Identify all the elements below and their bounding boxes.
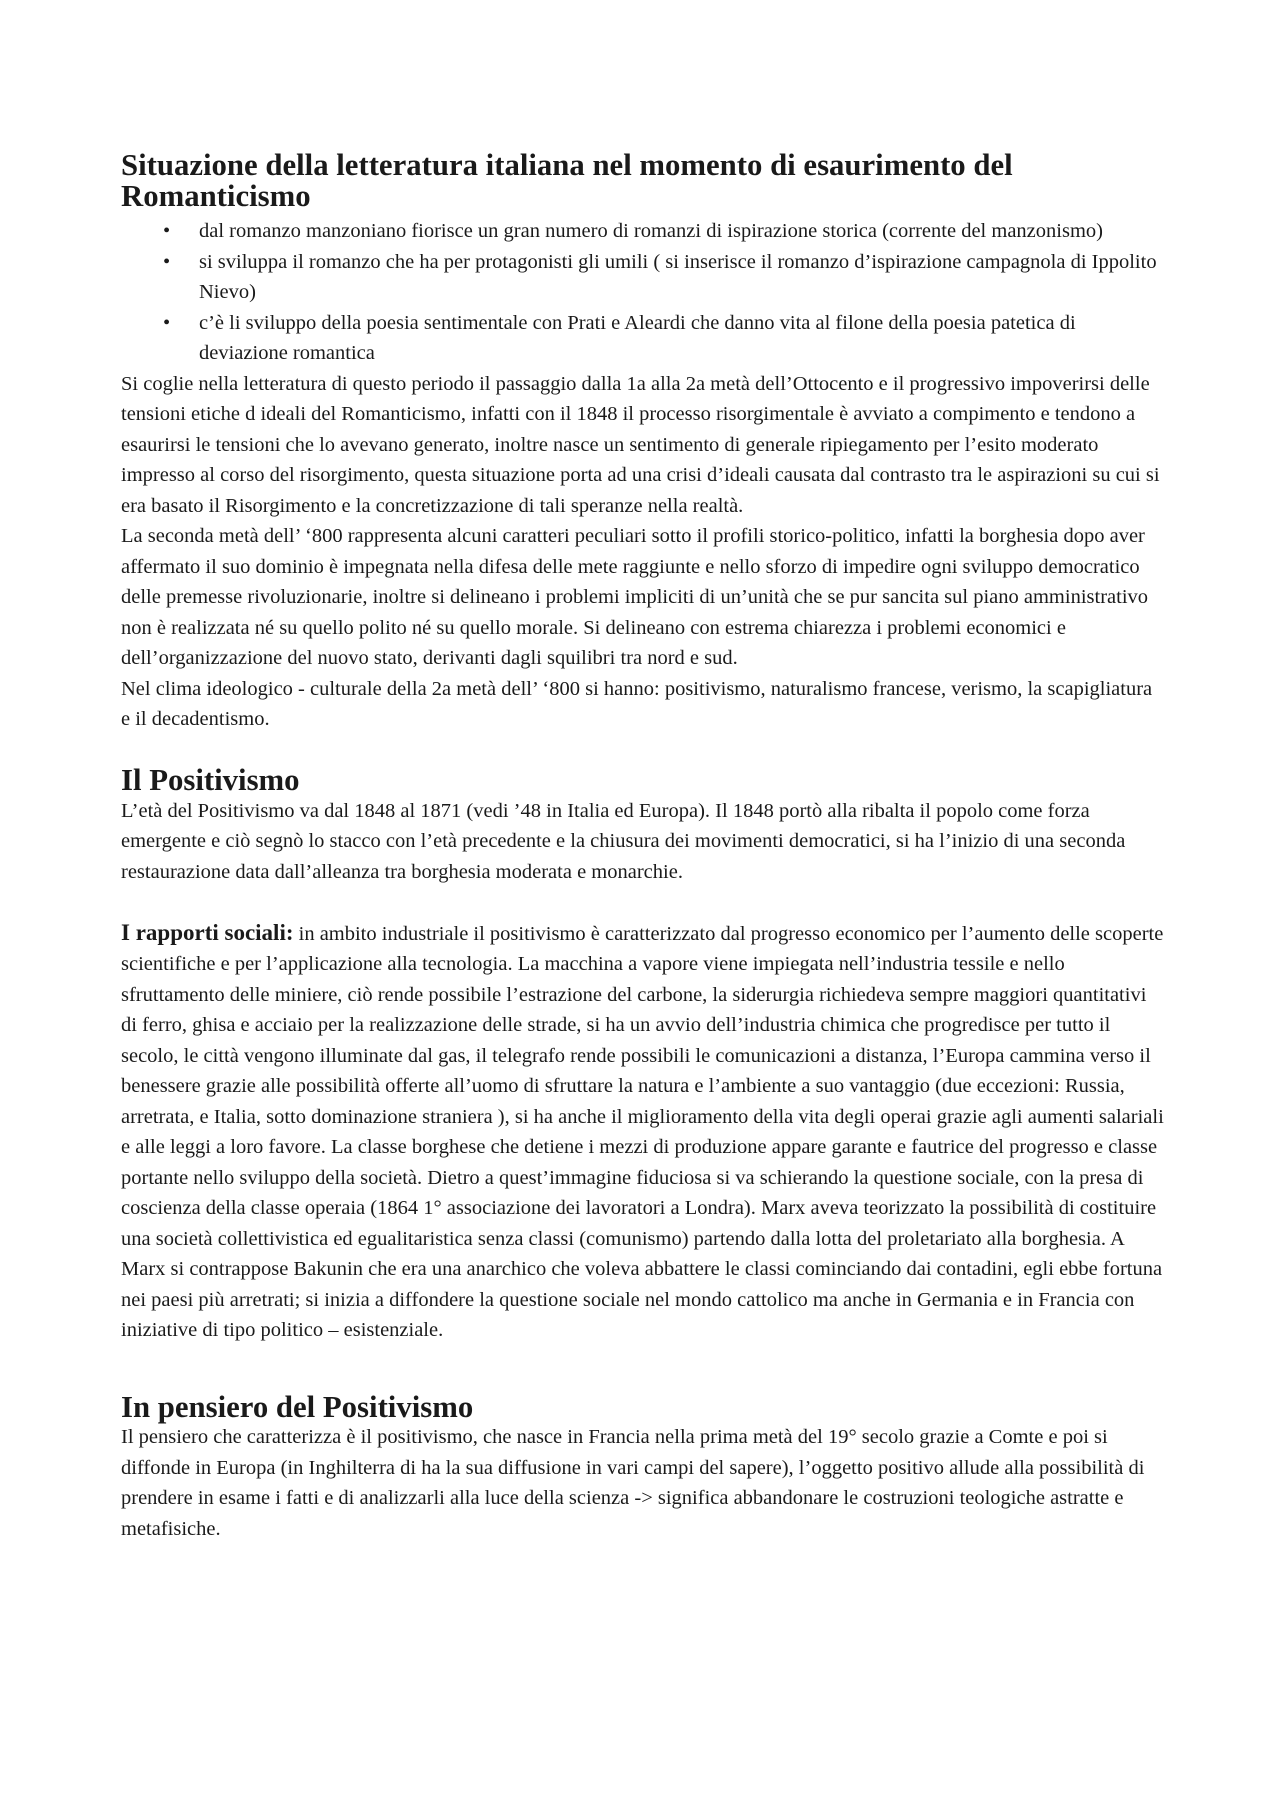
section-title-pensiero: In pensiero del Positivismo bbox=[121, 1389, 474, 1424]
bullet-list bbox=[121, 216, 1166, 369]
spacer bbox=[121, 1346, 1166, 1392]
list-item bbox=[121, 216, 1166, 247]
spacer bbox=[121, 735, 1166, 766]
paragraph: Il pensiero che caratterizza è il positivismo, che nasce in Francia nella prima metà del 19° secolo grazie a Comte e poi si diffonde in Europa (in Inghilterra di ha la sua diffusione in vari campi del sapere), l’oggetto positivo allude alla possibilità di prendere in esame i fatti e di analizzarli alla luce della scienza -> significa abbandonare le costruzioni teologiche astratte e metafisiche. bbox=[121, 1426, 1145, 1540]
section-title-positivismo: Il Positivismo bbox=[121, 763, 300, 797]
list-item bbox=[121, 308, 1166, 369]
inline-title-rapporti-sociali: I rapporti sociali: bbox=[121, 919, 294, 945]
paragraph: L’età del Positivismo va dal 1848 al 1871 (vedi ’48 in Italia ed Europa). Il 1848 portò alla ribalta il popolo come forza emergente e ciò segnò lo stacco con l’età precedente e la chiusura dei movimenti democratici, si ha l’inizio di una seconda restaurazione data dall’alleanza tra borghesia moderata e monarchie. bbox=[121, 799, 1126, 883]
bullet-icon: • bbox=[163, 311, 171, 334]
document-page bbox=[121, 150, 1166, 1544]
list-item-text: si sviluppa il romanzo che ha per protagonisti gli umili ( si inserisce il romanzo d’ispirazione campagnola di Ippolito Nievo) bbox=[199, 250, 1157, 303]
list-item-text: dal romanzo manzoniano fiorisce un gran numero di romanzi di ispirazione storica (corrente del manzonismo) bbox=[199, 220, 1103, 242]
paragraph: Nel clima ideologico - culturale della 2a metà dell’ ‘800 si hanno: positivismo, naturalismo francese, verismo, la scapigliatura e il decadentismo. bbox=[121, 677, 1153, 730]
paragraph-rapporti-sociali bbox=[121, 918, 1166, 1346]
spacer bbox=[121, 887, 1166, 918]
bullet-icon: • bbox=[163, 220, 171, 242]
list-item bbox=[121, 247, 1166, 308]
paragraph: La seconda metà dell’ ‘800 rappresenta alcuni caratteri peculiari sotto il profili storico-politico, infatti la borghesia dopo aver affermato il suo dominio è impegnata nella difesa delle mete raggiunte e nello sforzo di impedire ogni sviluppo democratico delle premesse rivoluzionarie, inoltre si delineano i problemi impliciti di un’unità che se pur sancita sul piano amministrativo non è realizzata né su quello polito né su quello morale. Si delineano con estrema chiarezza i problemi economici e dell’organizzazione del nuovo stato, derivanti dagli squilibri tra nord e sud. bbox=[121, 525, 1149, 669]
section-title-romanticismo: Situazione della letteratura italiana nel momento di esaurimento del Romanticismo bbox=[121, 148, 1013, 213]
list-item-text: c’è li sviluppo della poesia sentimentale con Prati e Aleardi che danno vita al filone della poesia patetica di deviazione romantica bbox=[199, 311, 1076, 364]
paragraph: Si coglie nella letteratura di questo periodo il passaggio dalla 1a alla 2a metà dell’Ottocento e il progressivo impoverirsi delle tensioni etiche d ideali del Romanticismo, infatti con il 1848 il processo risorgimentale è avviato a compimento e tendono a esaurirsi le tensioni che lo avevano generato, inoltre nasce un sentimento di generale ripiegamento per l’esito moderato impresso al corso del risorgimento, questa situazione porta ad una crisi d’ideali causata dal contrasto tra le aspirazioni su cui si era basato il Risorgimento e la concretizzazione di tali speranze nella realtà. bbox=[121, 372, 1160, 517]
paragraph-text: in ambito industriale il positivismo è caratterizzato dal progresso economico per l’aumento delle scoperte scientifiche e per l’applicazione alla tecnologia. La macchina a vapore viene impiegata nell’industria tessile e nello sfruttamento delle miniere, ciò rende possibile l’estrazione del carbone, la siderurgia richiedeva sempre maggiori quantitativi di ferro, ghisa e acciaio per la realizzazione delle strade, si ha un avvio dell’industria chimica che progredisce per tutto il secolo, le città vengono illuminate dal gas, il telegrafo rende possibili le comunicazioni a distanza, l’Europa cammina verso il benessere grazie alle possibilità offerte all’uomo di sfruttare la natura e l’ambiente a suo vantaggio (due eccezioni: Russia, arretrata, e Italia, sotto dominazione straniera ), si ha anche il miglioramento della vita degli operai grazie agli aumenti salariali e alle leggi a loro favore. La classe borghese che detiene i mezzi di produzione appare garante e fautrice del progresso e classe portante nello sviluppo della società. Dietro a quest’immagine fiduciosa si va schierando la questione sociale, con la presa di coscienza della classe operaia (1864 1° associazione dei lavoratori a Londra). Marx aveva teorizzato la possibilità di costituire una società collettivistica ed egualitaristica senza classi (comunismo) partendo dalla lotta del proletariato alla borghesia. A Marx si contrappose Bakunin che era una anarchico che voleva abbattere le classi cominciando dai contadini, egli ebbe fortuna nei paesi più arretrati; si inizia a diffondere la questione sociale nel mondo cattolico ma anche in Germania e in Francia con iniziative di tipo politico – esistenziale. bbox=[121, 922, 1164, 1341]
bullet-icon: • bbox=[163, 250, 171, 273]
